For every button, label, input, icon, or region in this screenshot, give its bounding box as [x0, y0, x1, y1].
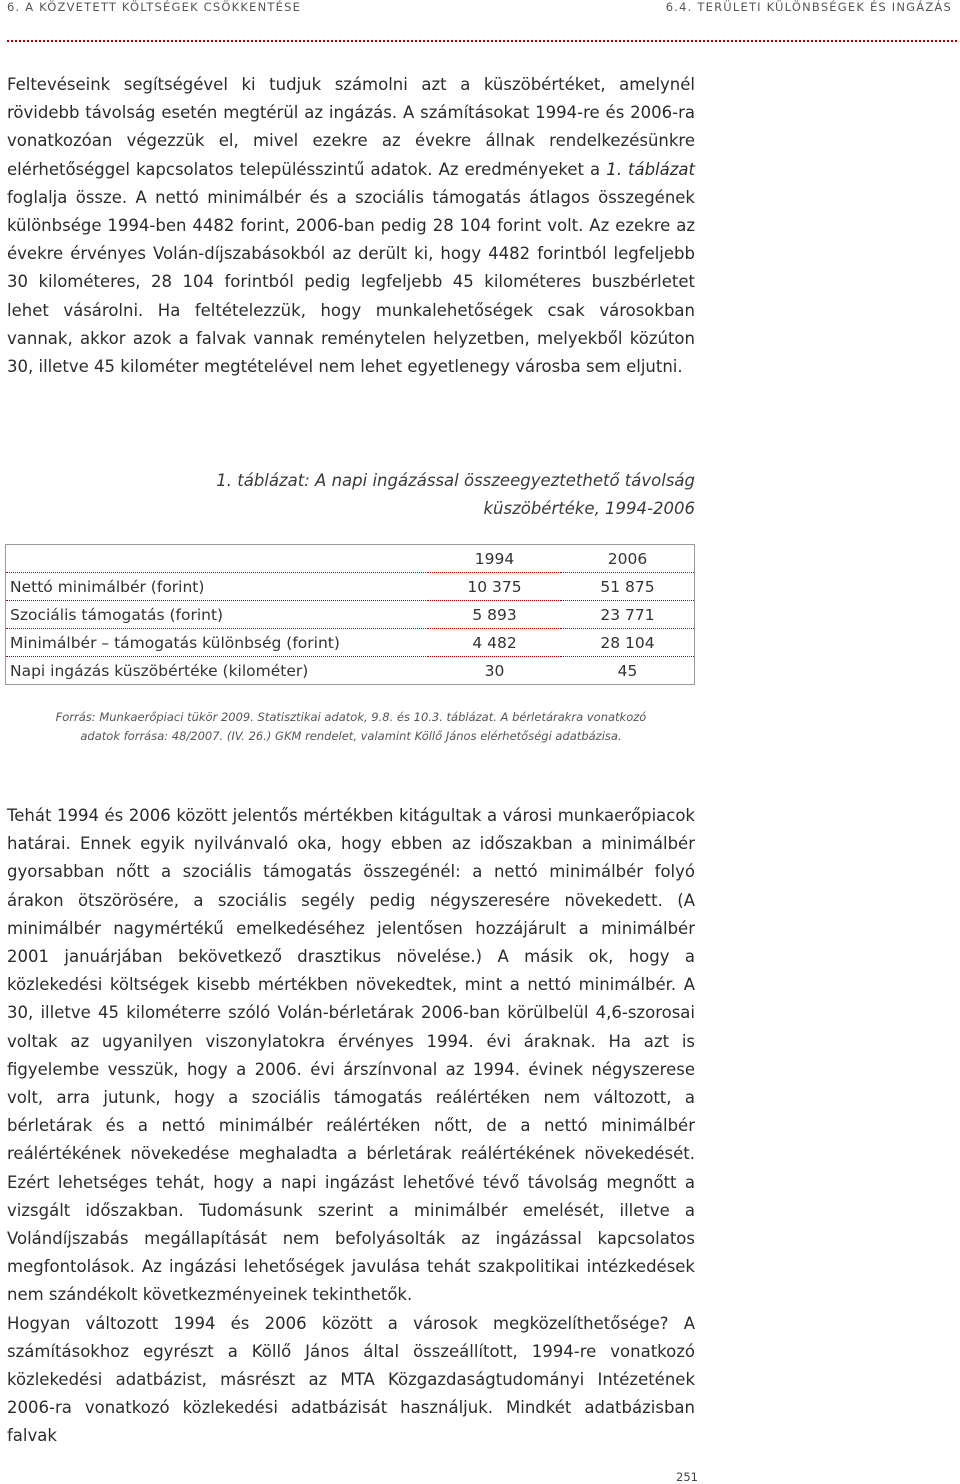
row-label: Nettó minimálbér (forint) — [6, 573, 429, 601]
header-chapter: 6. A KÖZVETETT KÖLTSÉGEK CSÖKKENTÉSE — [7, 0, 302, 14]
paragraph-text: Hogyan változott 1994 és 2006 között a városok megközelíthetősége? A számításokhoz egyrészt a Köllő János által összeállított, 1994-re vonatkozó közlekedési adatbázist, másrészt az MTA Közgazdaságtudományi Intézetének 2006-ra vonatkozó közlekedési adatbázisát használjuk. Mindkét adatbázisban falvak — [7, 1313, 695, 1446]
header-section: 6.4. TERÜLETI KÜLÖNBSÉGEK ÉS INGÁZÁS — [665, 0, 952, 14]
paragraph-text: Tehát 1994 és 2006 között jelentős mértékben kitágultak a városi munkaerőpiacok határai. Ennek egyik nyilvánvaló oka, hogy ebben az időszakban a minimálbér gyorsabban nőtt a szociális támogatás összegénél: a nettó minimálbér folyó árakon ötszörösére, a szociális segély pedig négyszeresére növekedett. (A minimálbér nagymértékű emelkedéséhez jelentősen hozzájárult a minimálbér 2001 januárjában bekövetkező drasztikus növelése.) A másik ok, hogy a közlekedési költségek kisebb mértékben növekedtek, mint a nettó minimálbér. A 30, illetve 45 kilométerre szóló Volán-bérletárak 2006-ban körülbelül 4,6-szorosai voltak az ugyanilyen viszonylatokra érvényes 1994. évi áraknak. Ha azt is figyelembe vesszük, hogy a 2006. évi árszínvonal az 1994. évinek négyszerese volt, arra jutunk, hogy a szociális támogatás reálértéken nem változott, a bérletárak és a nettó minimálbér reálértéken nőtt, de a nettó minimálbér reálértékének növekedése meghaladta a bérletárak reálértékének növekedését. Ezért lehetséges tehát, hogy a napi ingázást lehetővé tévő távolság megnőtt a vizsgált időszakban. Tudomásunk szerint a minimálbér emelését, illetve a Volándíjszabás megállapítását nem befolyásolták az ingázással kapcsolatos megfontolások. Az ingázási lehetőségek javulása tehát szakpolitikai intézkedések nem szándékolt következményeinek tekinthetők. — [7, 806, 695, 1305]
column-header-2006: 2006 — [561, 545, 695, 573]
table-row — [6, 573, 695, 601]
running-header — [7, 0, 952, 14]
paragraph-text — [7, 71, 695, 381]
cell-1994: 4 482 — [428, 629, 561, 657]
data-table — [5, 544, 695, 685]
paragraph-text-part: foglalja össze. A nettó minimálbér és a szociális támogatás átlagos összegének különbsége 1994-ben 4482 forint, 2006-ban pedig 28 104 forint volt. Az ezekre az évekre érvényes Volán-díjszabásokból az derült ki, hogy 4482 forintból legfeljebb 30 kilométeres, 28 104 forintból pedig legfeljebb 45 kilométeres buszbérletet lehet vásárolni. Ha feltételezzük, hogy munkalehetőségek csak városokban vannak, akkor azok a falvak vannak reménytelen helyzetben, melyekből közúton 30, illetve 45 kilométer megtételével nem lehet egyetlenegy városba sem eljutni. — [7, 187, 695, 377]
row-label: Napi ingázás küszöbértéke (kilométer) — [10, 661, 309, 680]
paragraph-intro — [7, 71, 695, 381]
page-number: 251 — [676, 1470, 698, 1484]
cell-2006: 45 — [617, 661, 638, 680]
row-label: Szociális támogatás (forint) — [6, 601, 429, 629]
cell-1994: 30 — [484, 661, 505, 680]
table-header-row — [6, 545, 695, 573]
cell-2006: 28 104 — [561, 629, 695, 657]
cell-1994: 10 375 — [428, 573, 561, 601]
table-row — [6, 629, 695, 657]
table-row — [6, 657, 695, 685]
table-caption-line1: 1. táblázat: A napi ingázással összeegyeztethető távolság — [216, 471, 695, 490]
header-divider — [7, 40, 957, 42]
table-caption-line2: küszöbértéke, 1994-2006 — [483, 499, 695, 518]
source-note-line2: adatok forrása: 48/2007. (IV. 26.) GKM rendelet, valamint Köllő János elérhetőségi adatbázisa. — [80, 729, 622, 743]
row-label: Minimálbér – támogatás különbség (forint) — [6, 629, 429, 657]
column-header-1994: 1994 — [428, 545, 561, 573]
table-reference: 1. táblázat — [606, 159, 695, 179]
cell-2006: 51 875 — [561, 573, 695, 601]
source-note-line1: Forrás: Munkaerőpiaci tükör 2009. Statisztikai adatok, 9.8. és 10.3. táblázat. A bérletárakra vonatkozó — [55, 710, 647, 724]
cell-2006: 23 771 — [561, 601, 695, 629]
cell-1994: 5 893 — [428, 601, 561, 629]
table-header-empty — [6, 545, 429, 573]
table-row — [6, 601, 695, 629]
paragraph-text-part: Feltevéseink segítségével ki tudjuk számolni azt a küszöbértéket, amelynél rövidebb távolság esetén megtérül az ingázás. A számításokat 1994-re és 2006-ra vonatkozóan végezzük el, mivel ezekre az évekre állnak rendelkezésünkre elérhetőséggel kapcsolatos településszintű adatok. Az eredményeket a — [7, 75, 695, 179]
paragraph-body — [7, 802, 695, 1451]
